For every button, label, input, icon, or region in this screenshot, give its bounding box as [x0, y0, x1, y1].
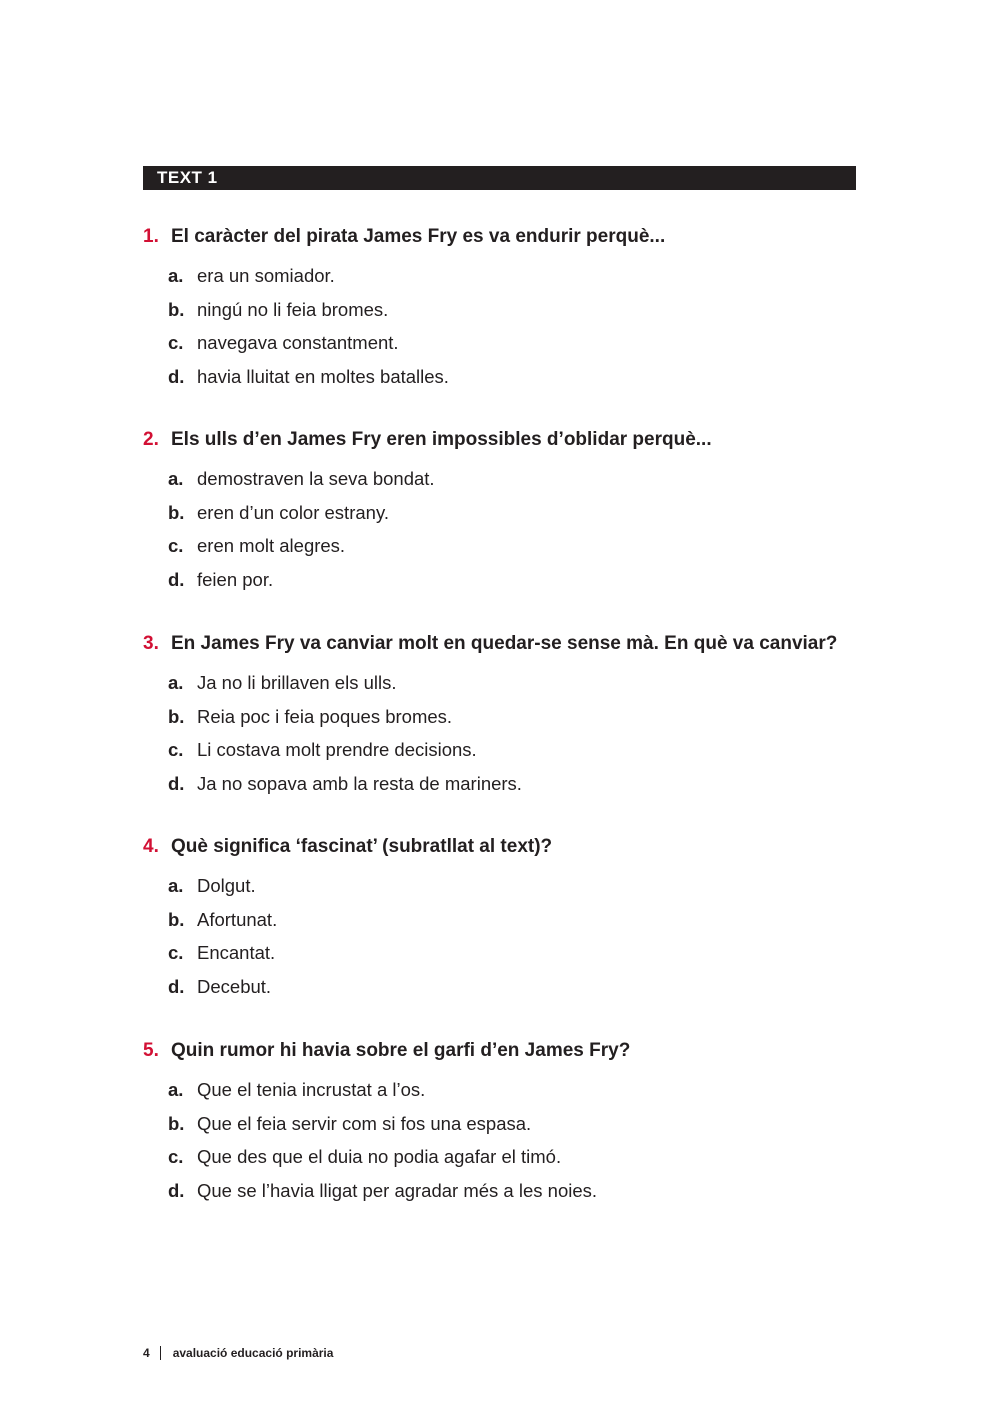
answer-option-d[interactable]: [168, 970, 883, 1004]
option-letter: d.: [168, 366, 185, 388]
question-text: Quin rumor hi havia sobre el garfi d’en James Fry?: [171, 1040, 631, 1061]
option-letter: d.: [168, 1180, 185, 1202]
option-letter: b.: [168, 298, 185, 320]
option-letter: c.: [168, 739, 184, 761]
question-text: Què significa ‘fascinat’ (subratllat al text)?: [171, 836, 553, 857]
option-text: ningú no li feia bromes.: [197, 298, 389, 320]
answer-option-d[interactable]: [168, 1174, 883, 1208]
question-2: [143, 426, 883, 597]
answer-options: [143, 1073, 883, 1208]
answer-option-b[interactable]: [168, 903, 883, 937]
question-3: [143, 630, 883, 801]
option-letter: b.: [168, 1112, 185, 1134]
option-text: Ja no li brillaven els ulls.: [197, 672, 397, 693]
option-text: demostraven la seva bondat.: [197, 468, 435, 489]
footer-divider: [160, 1346, 161, 1360]
option-letter: c.: [168, 332, 184, 354]
footer-title: avaluació educació primària: [172, 1346, 334, 1360]
option-letter: a.: [168, 875, 184, 896]
option-letter: a.: [168, 265, 184, 286]
answer-option-c[interactable]: [168, 733, 883, 767]
answer-option-a[interactable]: [168, 666, 883, 700]
answer-option-c[interactable]: [168, 1140, 883, 1174]
question-number: 1.: [143, 226, 159, 247]
question-heading: [143, 426, 883, 454]
answer-option-b[interactable]: [168, 293, 883, 327]
question-number: 4.: [143, 836, 159, 857]
answer-option-d[interactable]: [168, 360, 883, 394]
option-text: Li costava molt prendre decisions.: [197, 739, 477, 761]
option-text: Dolgut.: [197, 875, 256, 896]
question-4: [143, 833, 883, 1004]
answer-option-d[interactable]: [168, 563, 883, 597]
question-text: El caràcter del pirata James Fry es va endurir perquè...: [171, 226, 666, 247]
answer-option-a[interactable]: [168, 259, 883, 293]
answer-option-a[interactable]: [168, 462, 883, 496]
option-text: Ja no sopava amb la resta de mariners.: [197, 773, 522, 795]
option-text: Que el tenia incrustat a l’os.: [197, 1079, 426, 1100]
page-number: 4: [143, 1346, 150, 1360]
option-text: Encantat.: [197, 942, 276, 964]
question-heading: [143, 630, 883, 658]
section-title: TEXT 1: [157, 168, 218, 187]
page-footer: [143, 1346, 333, 1360]
question-1: [143, 223, 883, 394]
question-5: [143, 1037, 883, 1208]
option-text: Que el feia servir com si fos una espasa.: [197, 1112, 532, 1134]
answer-option-b[interactable]: [168, 1107, 883, 1141]
answer-option-c[interactable]: [168, 326, 883, 360]
section-header-bar: [143, 166, 856, 190]
option-text: era un somiador.: [197, 265, 335, 286]
question-number: 3.: [143, 633, 159, 654]
answer-option-d[interactable]: [168, 767, 883, 801]
question-heading: [143, 1037, 883, 1065]
option-text: Reia poc i feia poques bromes.: [197, 705, 453, 727]
option-text: Que se l’havia lligat per agradar més a les noies.: [197, 1180, 598, 1202]
answer-option-c[interactable]: [168, 936, 883, 970]
option-letter: a.: [168, 468, 184, 489]
option-letter: b.: [168, 501, 185, 523]
option-text: eren molt alegres.: [197, 535, 346, 557]
option-letter: b.: [168, 705, 185, 727]
answer-option-b[interactable]: [168, 496, 883, 530]
answer-options: [143, 666, 883, 801]
question-text: Els ulls d’en James Fry eren impossibles d’oblidar perquè...: [171, 429, 712, 450]
answer-option-a[interactable]: [168, 869, 883, 903]
option-text: navegava constantment.: [197, 332, 399, 354]
option-letter: c.: [168, 942, 184, 964]
answer-option-a[interactable]: [168, 1073, 883, 1107]
option-letter: a.: [168, 1079, 184, 1100]
option-text: Decebut.: [197, 976, 272, 998]
option-letter: d.: [168, 773, 185, 795]
option-text: havia lluitat en moltes batalles.: [197, 366, 449, 388]
question-number: 2.: [143, 429, 159, 450]
answer-option-b[interactable]: [168, 700, 883, 734]
option-letter: c.: [168, 1146, 184, 1168]
option-letter: d.: [168, 976, 185, 998]
question-heading: [143, 223, 883, 251]
option-text: feien por.: [197, 569, 274, 591]
answer-options: [143, 869, 883, 1004]
question-number: 5.: [143, 1040, 159, 1061]
answer-option-c[interactable]: [168, 529, 883, 563]
option-letter: b.: [168, 908, 185, 930]
option-text: Que des que el duia no podia agafar el timó.: [197, 1146, 562, 1168]
answer-options: [143, 259, 883, 394]
question-text: En James Fry va canviar molt en quedar-se sense mà. En què va canviar?: [171, 633, 838, 654]
option-letter: c.: [168, 535, 184, 557]
option-letter: d.: [168, 569, 185, 591]
option-text: Afortunat.: [197, 908, 278, 930]
answer-options: [143, 462, 883, 597]
question-heading: [143, 833, 883, 861]
option-text: eren d’un color estrany.: [197, 501, 389, 523]
option-letter: a.: [168, 672, 184, 693]
